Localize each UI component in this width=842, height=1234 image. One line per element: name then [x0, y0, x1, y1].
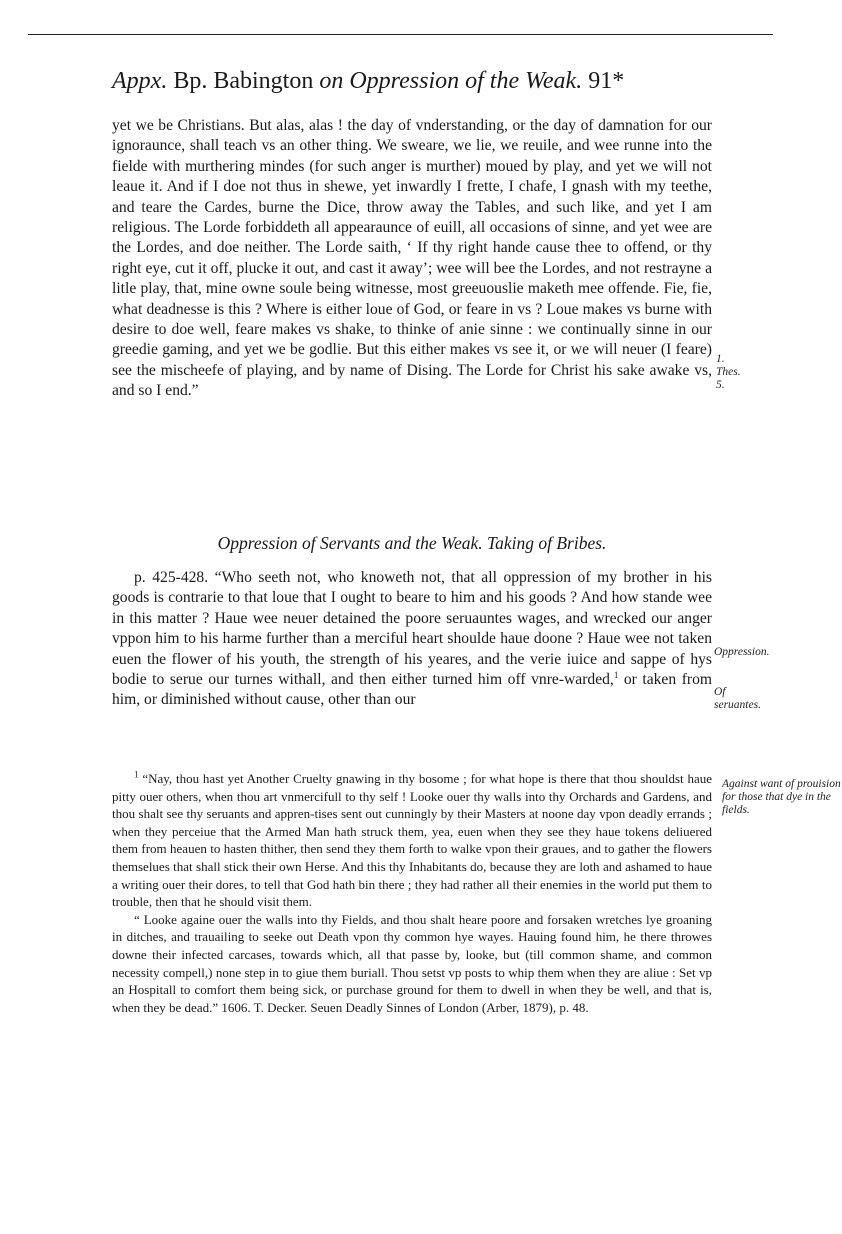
margin-note-servants: Of seruantes.: [714, 686, 761, 711]
header-on: on: [319, 68, 344, 94]
footnote-paragraph: [112, 770, 712, 911]
margin-note-oppression: Oppression.: [714, 646, 770, 658]
top-rule: [28, 34, 773, 35]
running-header: [112, 66, 712, 96]
footnote-ref[interactable]: 1: [613, 669, 619, 680]
section-paragraph: [112, 568, 712, 711]
section-paragraph-end: or taken from him, or diminished without cause, other than our: [112, 671, 713, 709]
body-text: [112, 116, 712, 402]
header-prefix: Appx.: [112, 68, 168, 94]
section-title: Oppression of Servants and the Weak. Taking of Bribes.: [217, 533, 607, 553]
footnote-paragraph: “ Looke againe ouer the walls into thy Fields, and thou shalt heare poore and forsaken wretches lye groaning in ditches, and trauailing to seeke out Death vpon thy common hye wayes. Hauing found him, he there throwes downe their infected carcases, towards which, all that passe by, looke, but (till common shame, and common necessity compell,) none step in to giue them buriall. Thou setst vp posts to whip them when they are aliue : Set vp an Hospitall to comfort them being sick, or purchase ground for them to dwell in when they be well, and that is, when they be dead.” 1606. T. Decker. Seuen Deadly Sinnes of London (Arber, 1879), p. 48.: [112, 911, 712, 1015]
header-author: Bp. Babington: [173, 68, 314, 94]
header-title: Oppression of the Weak.: [349, 68, 583, 94]
section-paragraph-text: p. 425-428. “Who seeth not, who knoweth not, that all oppression of my brother in his goods is contrarie to that loue that I ought to beare to him and his goods ? And how stande wee in this matter ? Haue wee neuer detained the poore seruauntes wages, and wrecked our anger vppon him to his harme further than a merciful heart shoulde haue doone ? Haue wee not taken euen the flower of his youth, the strength of his yeares, and the verie iuice and sappe of hys bodie to serue our turnes withall, and then either turned him off vnre-warded,: [112, 569, 712, 689]
footnote-marker: 1: [134, 769, 139, 780]
footnote: [112, 770, 712, 1016]
body-paragraph: yet we be Christians. But alas, alas ! the day of vnderstanding, or the day of damnation for our ignoraunce, shall teach vs an other thing. We sweare, we lie, we reuile, and wee runne into the fielde with murthering mindes (for such anger is murther) moued by play, and yet we will not leaue it. And if I doe not thus in shewe, yet inwardly I frette, I chafe, I gnash with my teethe, and teare the Cardes, burne the Dice, throw away the Tables, and such like, and yet I am religious. The Lorde forbiddeth all appearaunce of euill, all occasions of sinne, and yet wee are the Lordes, and doe neither. The Lorde saith, ‘ If thy right hande cause thee to offend, or thy right eye, cut it off, plucke it out, and cast it away’; wee will bee the Lordes, and not restrayne a litle play, that, mine owne soule being witnesse, most greeuouslie maketh mee offende. Fie, fie, what deadnesse is this ? Where is either loue of God, or feare in vs ? Loue makes vs burne with desire to doe well, feare makes vs shake, to thinke of anie sinne : we continually sinne in our greedie gaming, and yet we be godlie. But this either makes vs see it, or we will neuer (I feare) see the mischeefe of playing, and by name of Dising. The Lorde for Christ his sake awake vs, and so I end.”: [112, 117, 712, 400]
page-number: 91*: [588, 68, 625, 94]
margin-note-thes: 1. Thes. 5.: [716, 353, 741, 391]
footnote-paragraph-text: “Nay, thou hast yet Another Cruelty gnawing in thy bosome ; for what hope is there that thou shouldst haue pitty ouer others, when thou art vnmercifull to thy self ! Looke ouer thy walls into thy Orchards and Gardens, and thou shalt see thy seruants and appren-tises sent out cunningly by their Masters at noone day vpon deadly errands ; when they perceiue that the Armed Man hath struck them, yea, euen when they see they haue tokens deliuered them from heauen to hasten thither, then send they them forth to walke vpon their graues, and to gather the flowers themselues that shall stick their own Herse. And this thy Inhabitants do, because they are loth and ashamed to haue a writing ouer their dores, to tell that God hath bin there ; they had rather all their enemies in the world put them to trouble, then that he should visit them.: [112, 771, 713, 910]
section-body: [112, 568, 712, 711]
margin-note-want: Against want of prouision for those that dye in the fields.: [722, 778, 841, 816]
